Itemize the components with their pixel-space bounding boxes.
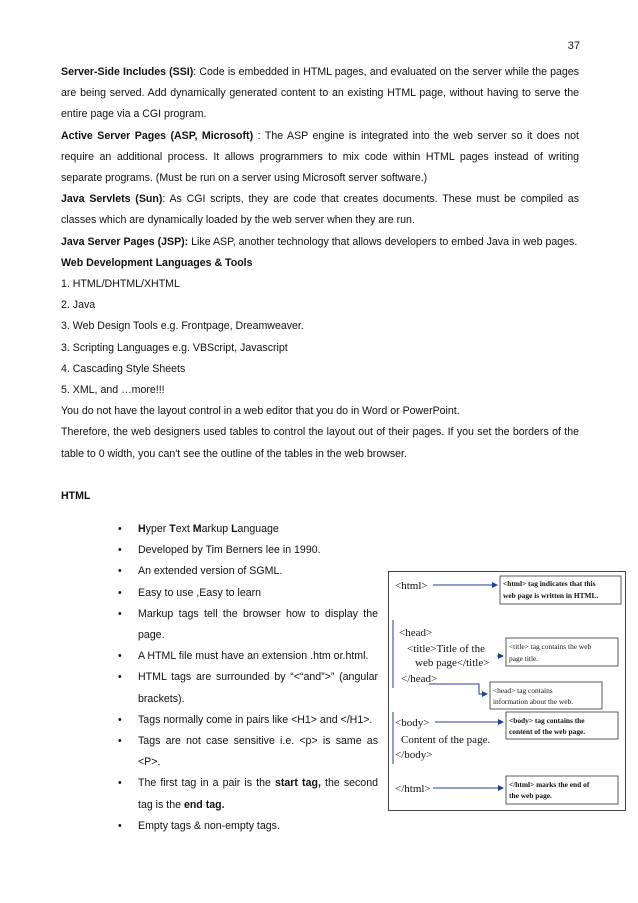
note-body-line2: content of the web page. <box>509 727 586 736</box>
paragraph-jsp: Java Server Pages (JSP): Like ASP, another technology that allows developers to embed Java in web pages. <box>61 235 578 248</box>
tool-item: 5. XML, and …more!!! <box>61 384 165 397</box>
diagram-title-line1: <title>Title of the <box>407 643 485 655</box>
body-text <box>61 62 579 507</box>
bullet-item: • Empty tags & non-empty tags. <box>118 816 378 837</box>
diagram-html-open: <html> <box>395 580 428 592</box>
layout-note-2: Therefore, the web designers used tables to control the layout out of their pages. If you set the borders of the table to 0 width, you can't see the outline of the tables in the web browser. <box>61 426 579 460</box>
html-heading: HTML <box>61 489 91 502</box>
term-ssi: Server-Side Includes (SSI) <box>61 66 194 78</box>
diagram-body-close: </body> <box>395 749 433 761</box>
paragraph-ssi: Server-Side Includes (SSI): Code is embedded in HTML pages, and evaluated on the server while the pages are being served. Add dynamically generated content to an existing HTML page, without having to serve the entire page via a CGI program. <box>61 66 579 121</box>
bullet-item: • Easy to use ,Easy to learn <box>118 583 378 604</box>
html-bullet-list <box>118 519 378 837</box>
diagram-html-close: </html> <box>395 783 431 795</box>
note-end-line1: </html> marks the end of <box>509 780 590 789</box>
tool-item: 4. Cascading Style Sheets <box>61 362 186 375</box>
bullet-item: • Tags normally come in pairs like <H1> and </H1>. <box>118 710 378 731</box>
tool-item: 3. Web Design Tools e.g. Frontpage, Dreamweaver. <box>61 320 304 333</box>
note-head-line1: <head> tag contains <box>493 686 553 695</box>
note-html-line1: <html> tag indicates that this <box>503 579 596 588</box>
diagram-body-open: <body> <box>395 717 430 729</box>
bullet-item: • An extended version of SGML. <box>118 561 378 582</box>
bullet-item: • HTML tags are surrounded by “<“and”>” (angular brackets). <box>118 667 378 709</box>
arrow-head <box>429 684 487 694</box>
note-end-line2: the web page. <box>509 791 552 800</box>
diagram-body-content: Content of the page. <box>401 734 491 746</box>
diagram-title-line2: web page</title> <box>415 657 490 669</box>
tool-item: 1. HTML/DHTML/XHTML <box>61 278 180 291</box>
bullet-item: • Tags are not case sensitive i.e. <p> is same as <P>. <box>118 731 378 773</box>
diagram-head-open: <head> <box>399 627 433 639</box>
note-head-line2: information about the web. <box>493 697 574 706</box>
paragraph-asp: Active Server Pages (ASP, Microsoft) : The ASP engine is integrated into the web server so it does not require an additional process. It allows programmers to mix code within HTML pages instead of writing separate programs. (Must be run on a server using Microsoft server software.) <box>61 129 579 185</box>
note-body-line1: <body> tag contains the <box>509 716 585 725</box>
bullet-item: • Hyper Text Markup Language <box>118 519 378 540</box>
page-number: 37 <box>567 40 580 52</box>
term-asp: Active Server Pages (ASP, Microsoft) <box>61 129 254 142</box>
bullet-item: • Markup tags tell the browser how to display the page. <box>118 604 378 646</box>
note-title-line1: <title> tag contains the web <box>509 642 592 651</box>
bullet-item: • Developed by Tim Berners lee in 1990. <box>118 540 378 561</box>
tools-heading: Web Development Languages & Tools <box>61 256 253 269</box>
term-servlets: Java Servlets (Sun) <box>61 193 163 206</box>
html-structure-diagram <box>388 571 626 811</box>
tool-item: 2. Java <box>61 299 96 312</box>
bullet-item: • A HTML file must have an extension .htm or.html. <box>118 646 378 667</box>
note-title-line2: page title. <box>509 654 539 663</box>
layout-note-1: You do not have the layout control in a web editor that you do in Word or PowerPoint. <box>61 405 460 418</box>
term-jsp: Java Server Pages (JSP): <box>61 235 189 248</box>
paragraph-servlets: Java Servlets (Sun): As CGI scripts, they are code that creates documents. These must be compiled as classes which are dynamically loaded by the web server when they are run. <box>61 193 579 227</box>
diagram-head-close: </head> <box>401 673 438 685</box>
note-html-line2: web page is written in HTML. <box>503 591 599 600</box>
bullet-item: • The first tag in a pair is the start tag, the second tag is the end tag. <box>118 773 378 815</box>
tool-item: 3. Scripting Languages e.g. VBScript, Javascript <box>61 341 288 354</box>
